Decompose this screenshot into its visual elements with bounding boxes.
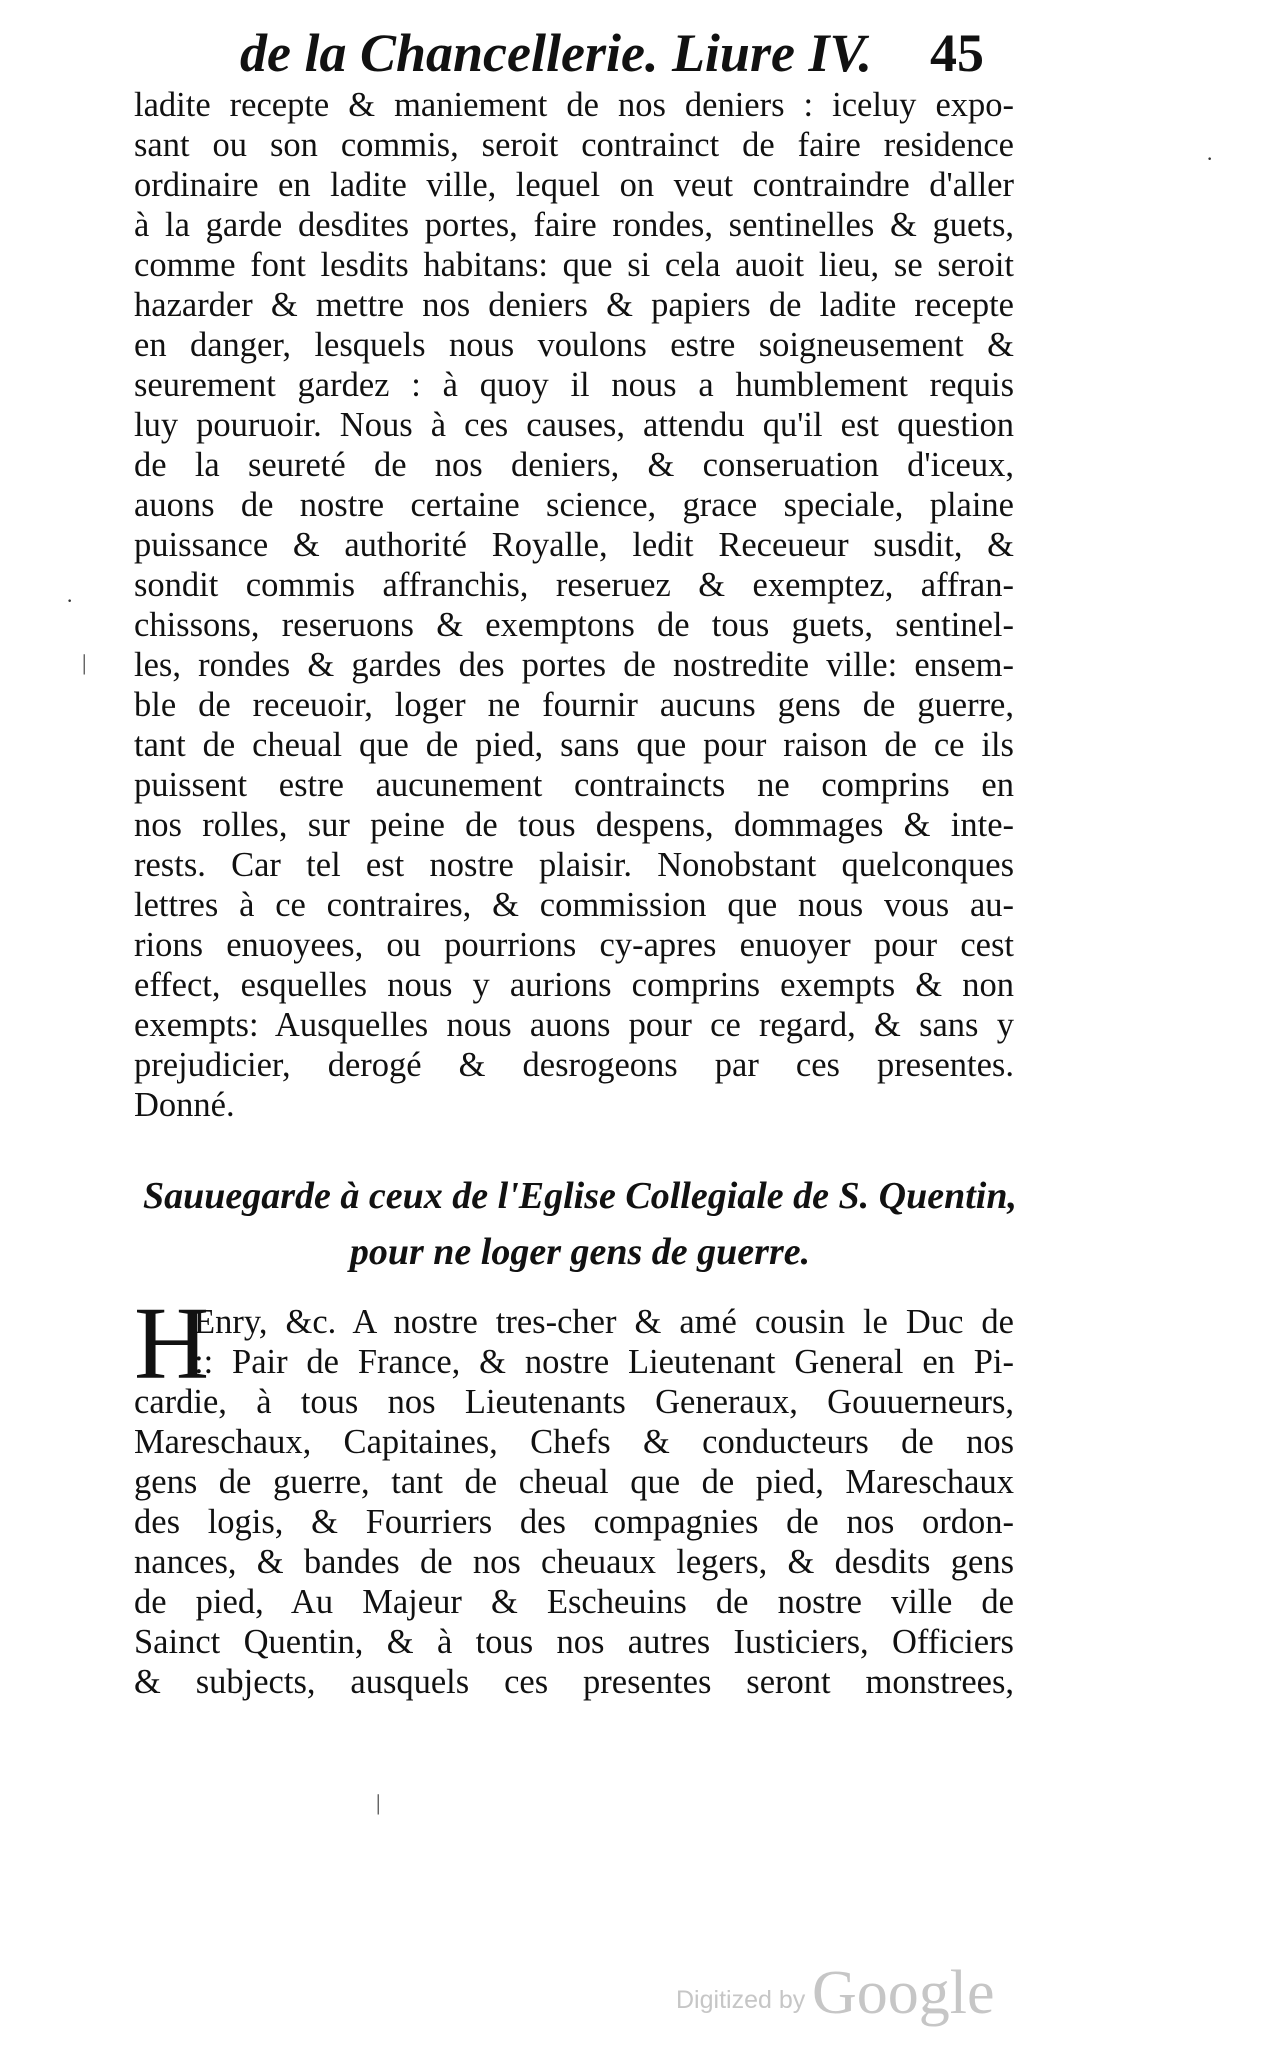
body-line: sondit commis affranchis, reseruez & exemptez, affran- bbox=[134, 566, 1014, 604]
page-number: 45 bbox=[930, 23, 984, 83]
body-line: luy pouruoir. Nous à ces causes, attendu qu'il est question bbox=[134, 406, 1014, 444]
body-text bbox=[134, 85, 1014, 1125]
letter-line: Sainct Quentin, & à tous nos autres Iusticiers, Officiers bbox=[134, 1623, 1014, 1661]
body-line: rions enuoyees, ou pourrions cy-apres enuoyer pour cest bbox=[134, 926, 1014, 964]
body-line: effect, esquelles nous y aurions comprins exempts & non bbox=[134, 966, 1014, 1004]
running-title: de la Chancellerie. Liure IV. bbox=[240, 23, 873, 83]
google-logo: Google bbox=[812, 1959, 995, 2027]
body-line: les, rondes & gardes des portes de nostredite ville: ensem- bbox=[134, 646, 1014, 684]
body-line: à la garde desdites portes, faire rondes, sentinelles & guets, bbox=[134, 206, 1014, 244]
body-line: rests. Car tel est nostre plaisir. Nonobstant quelconques bbox=[134, 846, 1014, 884]
letter-lines bbox=[134, 1286, 1014, 1702]
body-line: exempts: Ausquelles nous auons pour ce regard, & sans y bbox=[134, 1006, 1014, 1044]
letter-line: nances, & bandes de nos cheuaux legers, & desdits gens bbox=[134, 1543, 1014, 1581]
body-line: comme font lesdits habitans: que si cela auoit lieu, se seroit bbox=[134, 246, 1014, 284]
body-line: en danger, lesquels nous voulons estre soigneusement & bbox=[134, 326, 1014, 364]
body-line: hazarder & mettre nos deniers & papiers de ladite recepte bbox=[134, 286, 1014, 324]
letter-line: :: Pair de France, & nostre Lieutenant General en Pi- bbox=[194, 1343, 1014, 1381]
margin-speck: | bbox=[82, 650, 87, 675]
body-line: ladite recepte & maniement de nos deniers : iceluy expo- bbox=[134, 86, 1014, 124]
letter-line: & subjects, ausquels ces presentes seront monstrees, bbox=[134, 1663, 1014, 1701]
letter-line: Enry, &c. A nostre tres-cher & amé cousin le Duc de bbox=[194, 1303, 1014, 1341]
margin-speck: | bbox=[376, 1790, 381, 1815]
letter-line: cardie, à tous nos Lieutenants Generaux, Gouuerneurs, bbox=[134, 1383, 1014, 1421]
section-heading-line-2: pour ne loger gens de guerre. bbox=[349, 1231, 811, 1273]
body-line: sant ou son commis, seroit contrainct de faire residence bbox=[134, 126, 1014, 164]
letter-line: gens de guerre, tant de cheual que de pied, Mareschaux bbox=[134, 1463, 1014, 1501]
body-line: tant de cheual que de pied, sans que pour raison de ce ils bbox=[134, 726, 1014, 764]
body-line: ble de receuoir, loger ne fournir aucuns gens de guerre, bbox=[134, 686, 1014, 724]
letter-text bbox=[134, 1286, 1014, 1702]
section-heading bbox=[130, 1168, 1030, 1280]
body-line: prejudicier, derogé & desrogeons par ces presentes. bbox=[134, 1046, 1014, 1084]
running-header bbox=[240, 22, 1040, 92]
body-line: de la seureté de nos deniers, & conseruation d'iceux, bbox=[134, 446, 1014, 484]
margin-speck: · bbox=[66, 588, 74, 613]
digitized-watermark bbox=[676, 1958, 1016, 2027]
letter-line: des logis, & Fourriers des compagnies de nos ordon- bbox=[134, 1503, 1014, 1541]
margin-speck: · bbox=[1206, 146, 1214, 171]
letter-line: Mareschaux, Capitaines, Chefs & conducteurs de nos bbox=[134, 1423, 1014, 1461]
section-heading-line-1: Sauuegarde à ceux de l'Eglise Collegiale de S. Quentin, bbox=[142, 1175, 1018, 1217]
body-line: seurement gardez : à quoy il nous a humblement requis bbox=[134, 366, 1014, 404]
body-line: lettres à ce contraires, & commission que nous vous au- bbox=[134, 886, 1014, 924]
body-line: nos rolles, sur peine de tous despens, dommages & inte- bbox=[134, 806, 1014, 844]
body-line: Donné. bbox=[134, 1086, 235, 1124]
body-line: auons de nostre certaine science, grace speciale, plaine bbox=[134, 486, 1014, 524]
letter-line: de pied, Au Majeur & Escheuins de nostre ville de bbox=[134, 1583, 1014, 1621]
body-line: chissons, reseruons & exemptons de tous guets, sentinel- bbox=[134, 606, 1014, 644]
watermark-prefix: Digitized by bbox=[676, 1986, 806, 2014]
body-line: puissance & authorité Royalle, ledit Receueur susdit, & bbox=[134, 526, 1014, 564]
drop-cap: H bbox=[134, 1286, 210, 1401]
body-line: ordinaire en ladite ville, lequel on veut contraindre d'aller bbox=[134, 166, 1014, 204]
body-line: puissent estre aucunement contraincts ne comprins en bbox=[134, 766, 1014, 804]
